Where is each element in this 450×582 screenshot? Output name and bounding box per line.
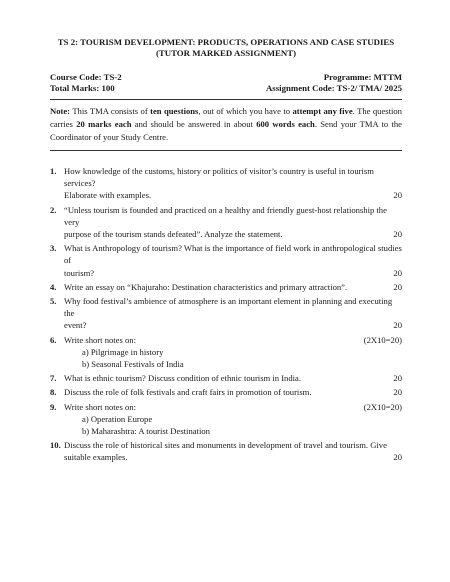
sub-question: b) Maharashtra: A tourist Destination (82, 426, 210, 437)
sub-question: a) Pilgrimage in history (82, 346, 164, 357)
question-text: “Unless tourism is founded and practiced on a healthy and friendly guest-host relationship the very (64, 204, 387, 227)
title-line-2: (TUTOR MARKED ASSIGNMENT) (155, 48, 297, 58)
question-number: 3. (50, 243, 57, 254)
title-line-1: TS 2: TOURISM DEVELOPMENT: PRODUCTS, OPERATIONS AND CASE STUDIES (57, 37, 395, 47)
question-item: 10. Discuss the role of historical sites and monuments in development of travel and tourism. Give suitable examples. 20 (50, 440, 402, 463)
note-paragraph: Note: This TMA consists of ten questions, out of which you have to attempt any five. The question carries 20 marks each and should be answered in about 600 words each. Send your TMA to the Coordinator of your Study Centre. (50, 106, 402, 142)
divider-top (50, 99, 402, 100)
sub-question: a) Operation Europe (82, 413, 153, 424)
document-title (50, 37, 402, 59)
question-text: What is Anthropology of tourism? What is the importance of field work in anthropological studies of (64, 243, 402, 266)
question-marks: (2X10=20) (363, 401, 402, 412)
question-text: Write short notes on: (64, 401, 136, 412)
question-marks: 20 (393, 229, 402, 240)
course-code: Course Code: TS-2 (50, 72, 122, 82)
question-number: 5. (50, 296, 57, 307)
question-item (50, 386, 402, 398)
question-marks: 20 (393, 281, 402, 292)
question-marks: 20 (393, 452, 402, 463)
question-item: 1. How knowledge of the customs, history or politics of visitor’s country is useful in tourism services? Elaborate with examples. 20 (50, 166, 402, 201)
question-item (50, 334, 402, 371)
question-text: Write short notes on: (64, 334, 136, 345)
question-number: 9. (50, 401, 57, 412)
divider-bottom (50, 150, 402, 151)
question-text: Discuss the role of historical sites and monuments in development of travel and tourism. Give (64, 440, 387, 451)
question-text: Why food festival’s ambience of atmosphere is an important element in planning and executing the (64, 296, 393, 319)
course-meta (50, 72, 402, 94)
question-marks: 20 (393, 267, 402, 278)
question-number: 2. (50, 204, 57, 215)
question-number: 1. (50, 166, 57, 176)
total-marks: Total Marks: 100 (50, 83, 115, 93)
programme: Programme: MTTM (323, 72, 402, 82)
question-number: 8. (50, 387, 57, 398)
question-number: 4. (50, 281, 57, 292)
question-number: 6. (50, 334, 57, 345)
question-text: How knowledge of the customs, history or politics of visitor’s country is useful in tourism services? (64, 166, 374, 189)
question-item: 5. Why food festival’s ambience of atmosphere is an important element in planning and executing the event? 20 (50, 296, 402, 331)
question-marks: (2X10=20) (363, 334, 402, 345)
question-item (50, 281, 402, 293)
note-label: Note: (50, 106, 71, 116)
question-marks: 20 (393, 320, 402, 331)
question-list (50, 165, 402, 464)
question-marks: 20 (393, 373, 402, 384)
question-text: What is ethnic tourism? Discuss condition of ethnic tourism in India. (64, 373, 302, 384)
question-item: 2. “Unless tourism is founded and practiced on a healthy and friendly guest-host relationship the very purpose of the tourism stands defeated”. Analyze the statement. 20 (50, 204, 402, 240)
question-text: Discuss the role of folk festivals and craft fairs in promotion of tourism. (64, 387, 312, 398)
question-number: 7. (50, 373, 57, 384)
question-marks: 20 (393, 387, 402, 398)
question-item (50, 372, 402, 384)
assignment-code: Assignment Code: TS-2/ TMA/ 2025 (265, 83, 402, 93)
question-number: 10. (50, 440, 61, 451)
question-text: Write an essay on “Khajuraho: Destination characteristics and primary attraction”. (64, 281, 348, 292)
question-item (50, 401, 402, 438)
sub-question: b) Seasonal Festivals of India (82, 359, 184, 370)
question-item: 3. What is Anthropology of tourism? What is the importance of field work in anthropological studies of tourism? 20 (50, 243, 402, 278)
question-marks: 20 (393, 190, 402, 201)
